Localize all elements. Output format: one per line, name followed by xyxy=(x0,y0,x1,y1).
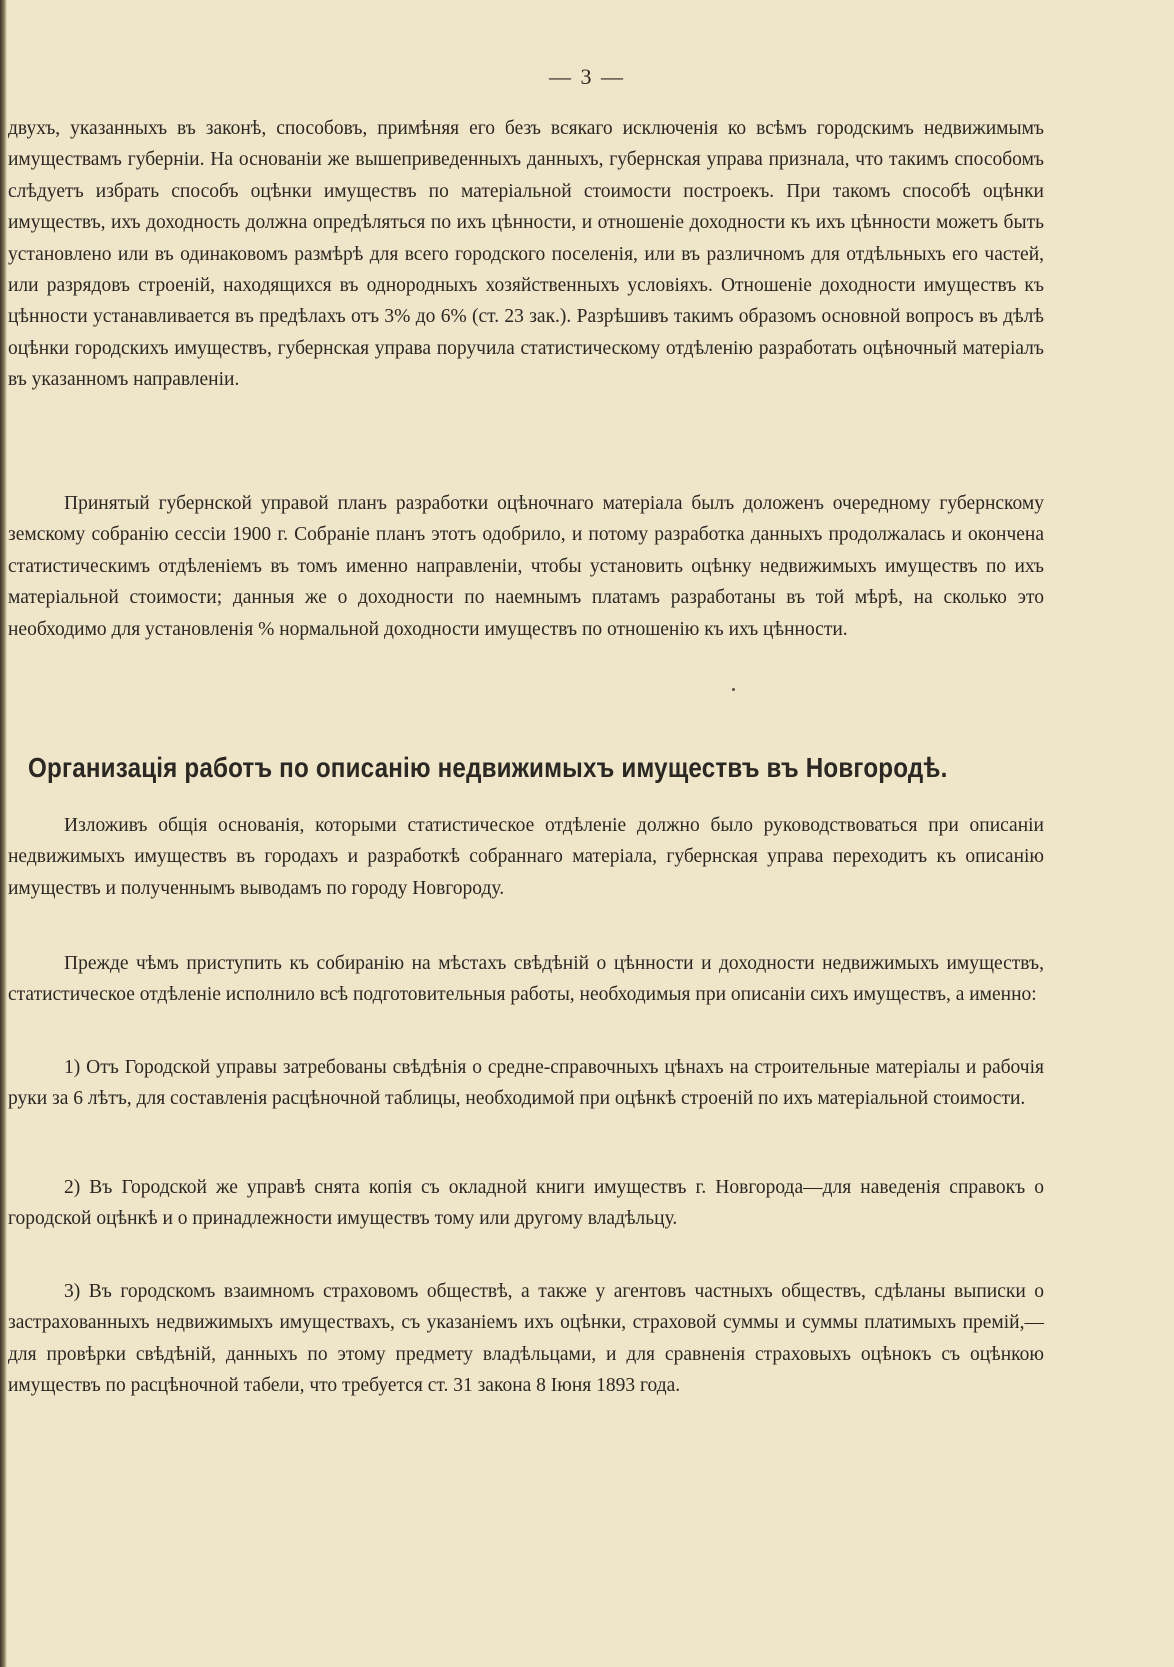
plan-paragraph: Принятый губернской управой планъ разработки оцѣночнаго матеріала былъ доложенъ очередному губернскому земскому собранію сессіи 1900 г. Собраніе планъ этотъ одобрило, и потому разработка данныхъ продолжалась и окончена статистическимъ отдѣленіемъ въ томъ именно направленіи, чтобы установить оцѣнку недвижимыхъ имуществъ по ихъ матеріальной стоимости; данныя же о доходности по наемнымъ платамъ разработаны въ той мѣрѣ, на сколько это необходимо для установленія % нормальной доходности имуществъ по отношенію къ ихъ цѣнности. xyxy=(8,493,1044,640)
plan-paragraph-block xyxy=(8,488,1044,645)
intro-paragraph: двухъ, указанныхъ въ законѣ, способовъ, примѣняя его безъ всякаго исключенія ко всѣмъ городскимъ недвижимымъ имуществамъ губерніи. На основаніи же вышеприведенныхъ данныхъ, губернская управа признала, что такимъ способомъ слѣдуетъ избрать способъ оцѣнки имуществъ по матеріальной стоимости построекъ. При такомъ способѣ оцѣнки имуществъ, ихъ доходность должна опредѣляться по ихъ цѣнности, и отношеніе доходности къ ихъ цѣнности можетъ быть установлено или въ одинаковомъ размѣрѣ для всего городского поселенія, или въ различномъ для отдѣльныхъ его частей, или разрядовъ строеній, находящихся въ однородныхъ хозяйственныхъ условіяхъ. Отношеніе доходности имуществъ къ цѣнности устанавливается въ предѣлахъ отъ 3% до 6% (ст. 23 зак.). Разрѣшивъ такимъ образомъ основной вопросъ въ дѣлѣ оцѣнки городскихъ имуществъ, губернская управа поручила статистическому отдѣленію разработать оцѣночный матеріалъ въ указанномъ направленіи. xyxy=(8,118,1044,391)
list-item-block xyxy=(8,1276,1044,1402)
list-item: 1) Отъ Городской управы затребованы свѣдѣнія о средне-справочныхъ цѣнахъ на строительные матеріалы и рабочія руки за 6 лѣтъ, для составленія расцѣночной таблицы, необходимой при оцѣнкѣ строеній по ихъ матеріальной стоимости. xyxy=(8,1057,1044,1110)
before-paragraph: Прежде чѣмъ приступить къ собиранію на мѣстахъ свѣдѣній о цѣнности и доходности недвижимыхъ имуществъ, статистическое отдѣленіе исполнило всѣ подготовительныя работы, необходимыя при описаніи сихъ имуществъ, а именно: xyxy=(8,953,1044,1006)
list-item: 2) Въ Городской же управѣ снята копія съ окладной книги имуществъ г. Новгорода—для наведенія справокъ о городской оцѣнкѣ и о принадлежности имуществъ тому или другому владѣльцу. xyxy=(8,1177,1044,1230)
section-heading: Организація работъ по описанію недвижимыхъ имуществъ въ Новгородѣ. xyxy=(28,752,948,783)
before-paragraph-block xyxy=(8,948,1044,1011)
list-item: 3) Въ городскомъ взаимномъ страховомъ обществѣ, а также у агентовъ частныхъ обществъ, сдѣланы выписки о застрахованныхъ недвижимыхъ имуществахъ, съ указаніемъ ихъ оцѣнки, страховой суммы и суммы платимыхъ премій,—для провѣрки свѣдѣній, данныхъ по этому предмету владѣльцами, и для сравненія страховыхъ оцѣнокъ съ оцѣнкою имуществъ по расцѣночной табели, что требуется ст. 31 закона 8 Іюня 1893 года. xyxy=(8,1281,1044,1397)
print-speck xyxy=(732,688,735,691)
list-item-block xyxy=(8,1052,1044,1115)
page-number: — 3 — xyxy=(549,64,625,89)
summary-paragraph-block xyxy=(8,810,1044,904)
list-item-block xyxy=(8,1172,1044,1235)
intro-paragraph-block xyxy=(8,113,1044,396)
summary-paragraph: Изложивъ общія основанія, которыми статистическое отдѣленіе должно было руководствоваться при описаніи недвижимыхъ имуществъ въ городахъ и разработкѣ собраннаго матеріала, губернская управа переходитъ къ описанію имуществъ и полученнымъ выводамъ по городу Новгороду. xyxy=(8,815,1044,899)
page-edge xyxy=(0,0,7,1667)
